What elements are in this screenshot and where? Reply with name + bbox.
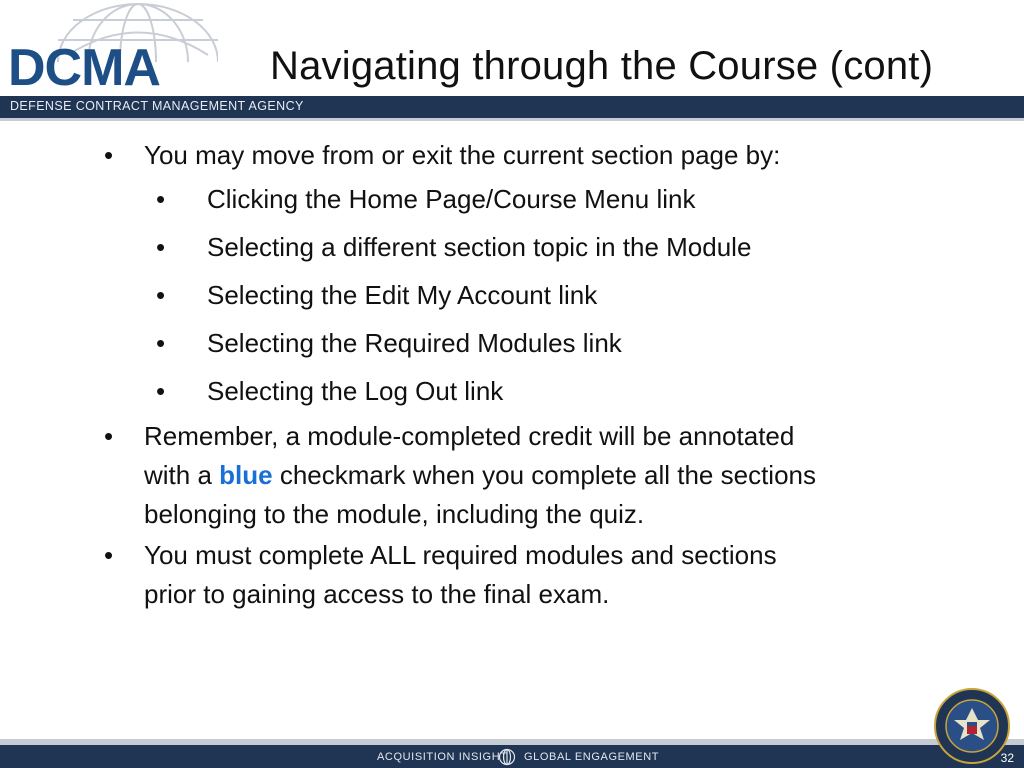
bullet-glyph: • xyxy=(104,421,114,451)
sub-bullet-item xyxy=(104,319,984,367)
sub-bullet-item xyxy=(104,223,984,271)
bullet-item xyxy=(104,417,984,534)
sub-bullet-text: Clicking the Home Page/Course Menu link xyxy=(207,184,696,214)
page-number: 32 xyxy=(1000,751,1014,765)
bullet-glyph: • xyxy=(156,376,166,406)
bullet-line xyxy=(144,456,984,495)
bullet-glyph: • xyxy=(104,140,114,170)
bullet-glyph: • xyxy=(156,184,166,214)
sub-bullet-item xyxy=(104,175,984,223)
bullet-text: checkmark when you complete all the sections xyxy=(279,460,816,490)
bullet-item xyxy=(104,536,984,614)
agency-name: DEFENSE CONTRACT MANAGEMENT AGENCY xyxy=(10,99,304,113)
bullet-glyph: • xyxy=(156,280,166,310)
bullet-text: You may move from or exit the current section page by: xyxy=(144,140,781,170)
sub-bullet-item xyxy=(104,367,984,415)
bullet-line: You must complete ALL required modules and sections xyxy=(144,540,777,570)
svg-text:DCMA: DCMA xyxy=(8,40,160,92)
bullet-item xyxy=(104,136,984,175)
sub-bullet-text: Selecting the Log Out link xyxy=(207,376,504,406)
blue-highlight: blue xyxy=(219,460,273,490)
bullet-glyph: • xyxy=(156,232,166,262)
footer-tagline-right: GLOBAL ENGAGEMENT xyxy=(524,751,660,763)
bullet-line: prior to gaining access to the final exam. xyxy=(144,579,610,609)
dod-seal-icon xyxy=(934,688,1010,764)
sub-bullet-text: Selecting the Required Modules link xyxy=(207,328,622,358)
agency-bar-divider xyxy=(0,118,1024,121)
bullet-text: with a xyxy=(144,460,212,490)
slide-content xyxy=(104,136,984,614)
bullet-glyph: • xyxy=(104,540,114,570)
sub-bullet-item xyxy=(104,271,984,319)
bullet-line: Remember, a module-completed credit will be annotated xyxy=(144,421,795,451)
bullet-glyph: • xyxy=(156,328,166,358)
sub-bullet-text: Selecting a different section topic in the Module xyxy=(207,232,752,262)
bullet-line: belonging to the module, including the quiz. xyxy=(144,499,645,529)
dcma-logo xyxy=(8,40,230,92)
page-title: Navigating through the Course (cont) xyxy=(270,44,934,88)
globe-icon xyxy=(498,748,516,766)
footer-tagline-left: ACQUISITION INSIGHT xyxy=(377,751,508,763)
sub-bullet-text: Selecting the Edit My Account link xyxy=(207,280,598,310)
